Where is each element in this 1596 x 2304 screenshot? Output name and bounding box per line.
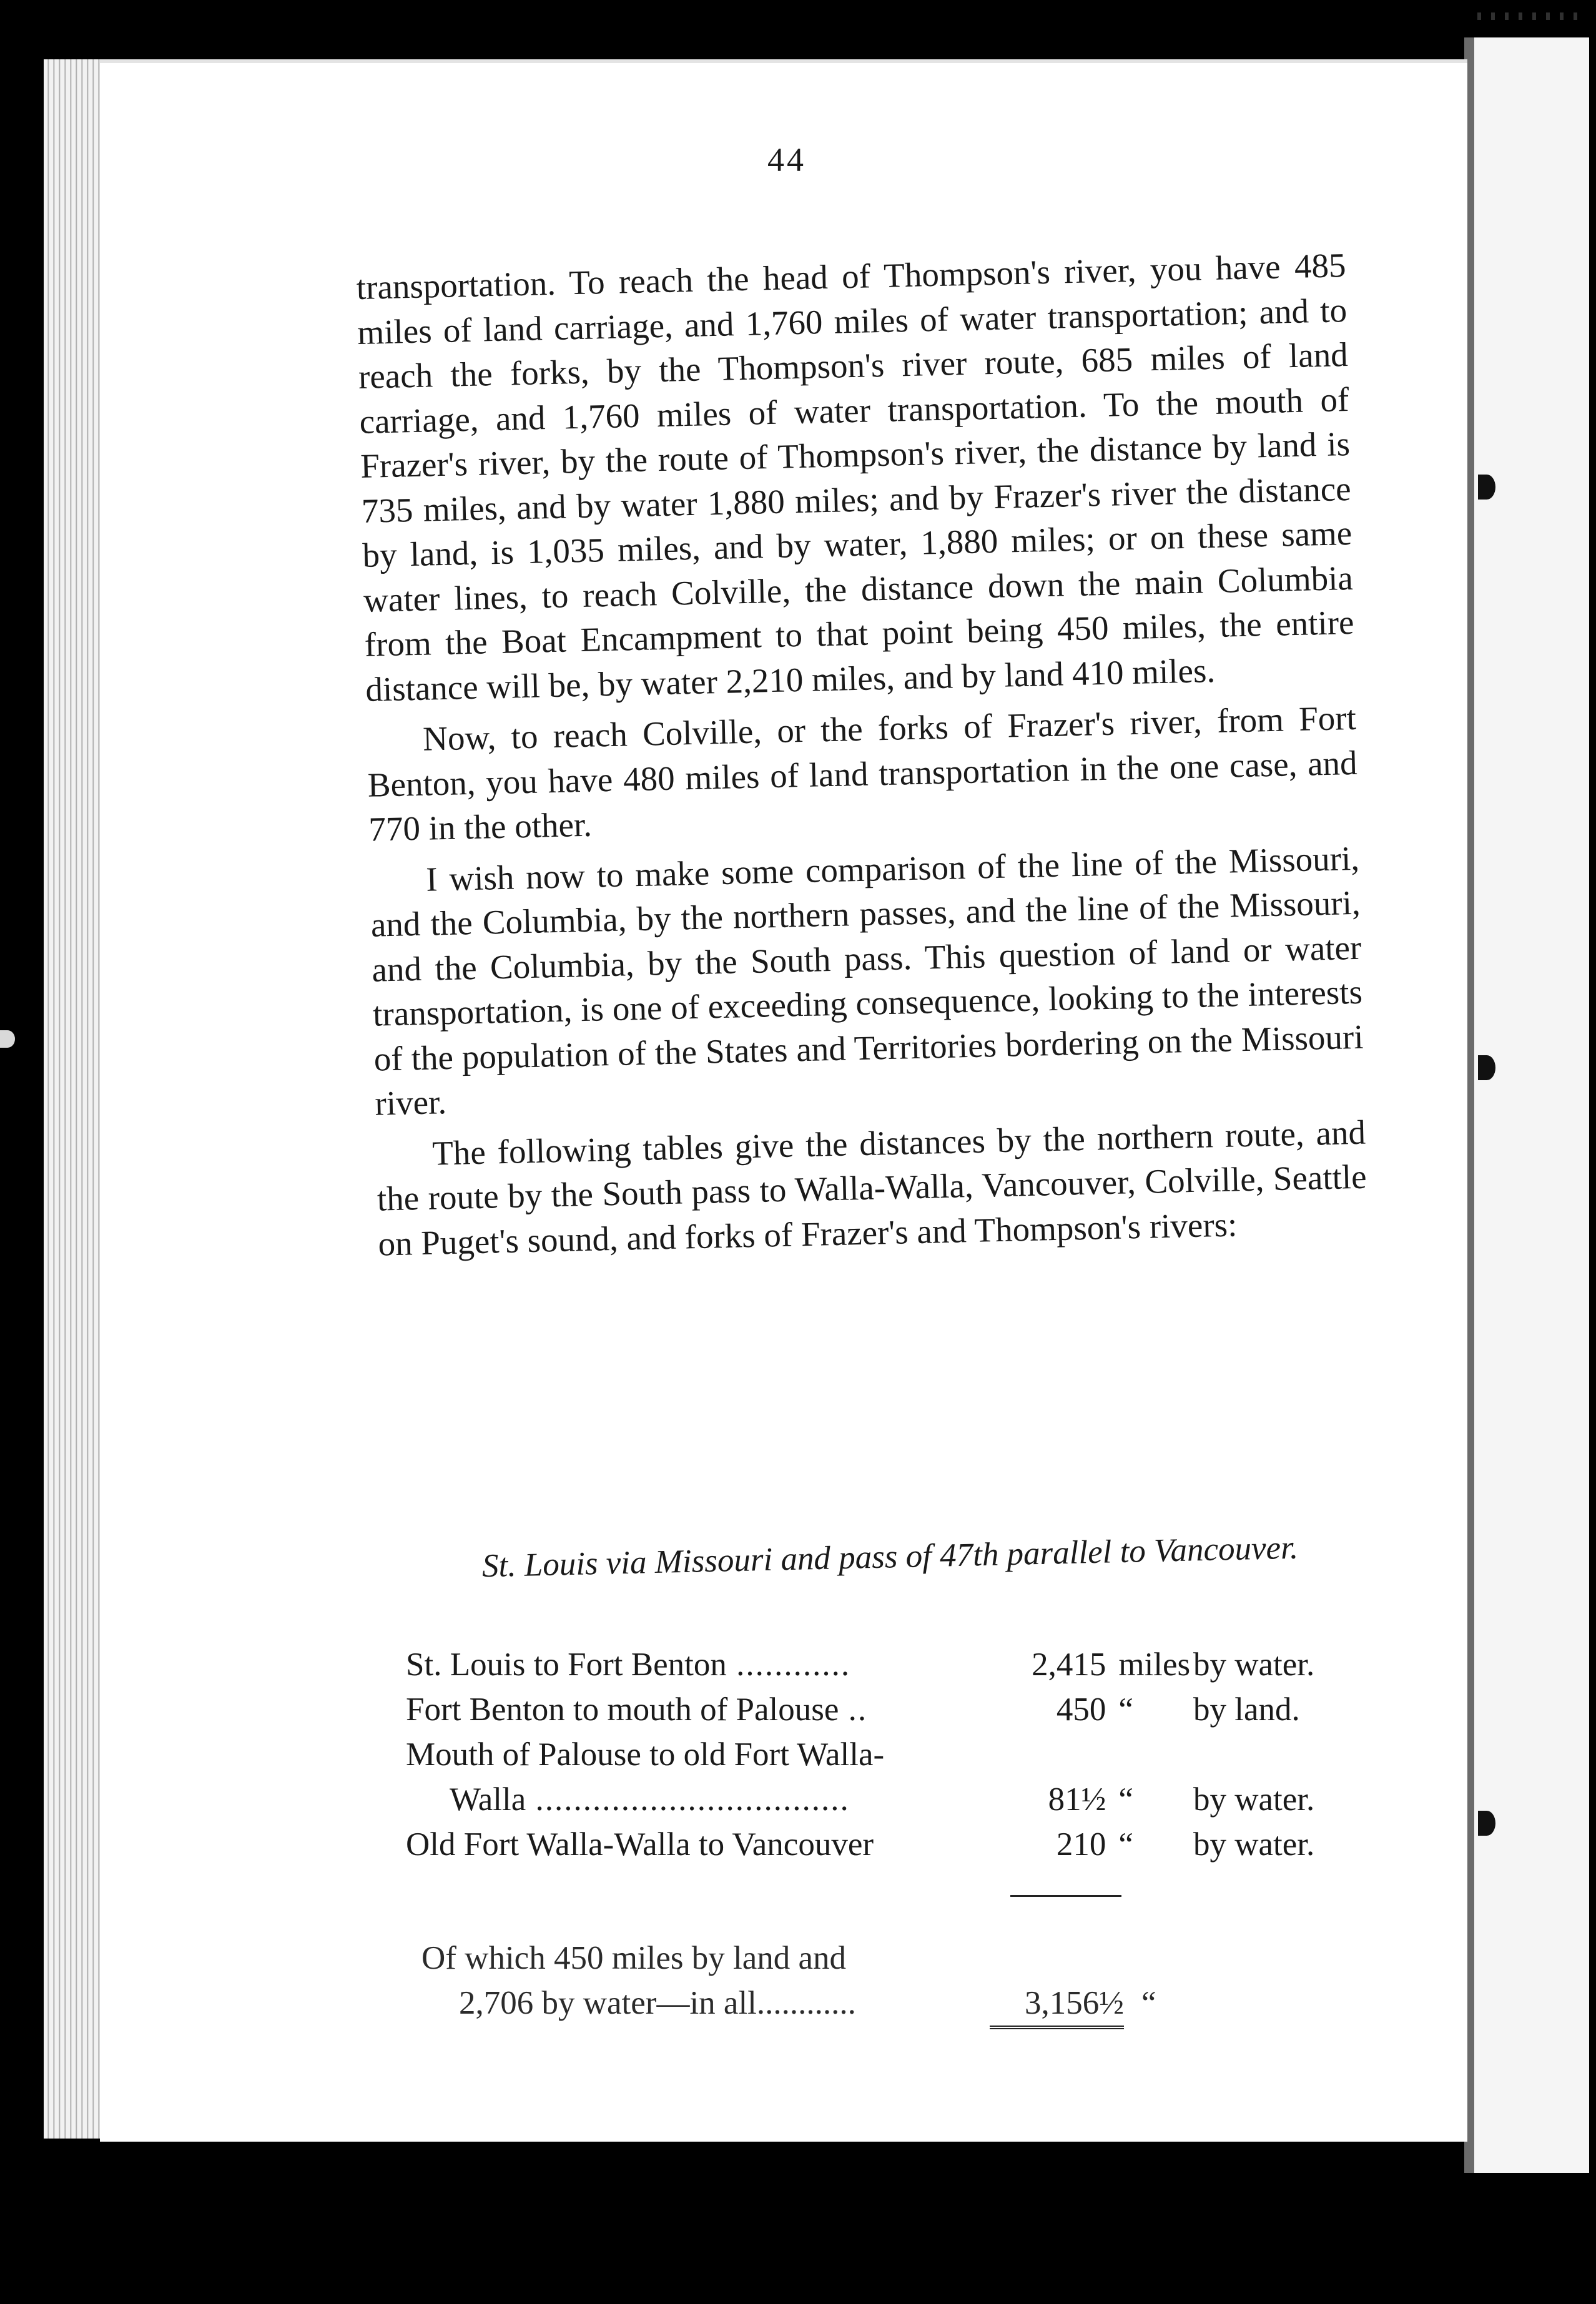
- route-label: Mouth of Palouse to old Fort Walla-: [406, 1736, 885, 1773]
- distance-value: 210: [1056, 1826, 1106, 1863]
- page-stack-edge: [44, 59, 103, 2139]
- leader-dots: .................................: [526, 1781, 850, 1818]
- leader-dots: ............: [756, 1985, 856, 2021]
- leader-dots: ............: [726, 1647, 851, 1683]
- route-label: Old Fort Walla-Walla to Vancouver: [406, 1826, 874, 1863]
- distance-value: 450: [1056, 1691, 1106, 1728]
- paragraph: Now, to reach Colville, or the forks of Frazer's river, from Fort Benton, you have 480 miles of land transportation in the one case, and 770 in the other.: [367, 698, 1358, 849]
- total-row: [421, 1936, 1421, 2029]
- travel-mode: by land.: [1193, 1691, 1300, 1728]
- body-text: [356, 243, 1368, 1273]
- distance-value: 2,415: [1032, 1647, 1106, 1683]
- paragraph: The following tables give the distances by the northern route, and the route by the South pass to Walla-Walla, Vancouver, Colville, Seattle on Puget's sound, and forks of Frazer's and Thompson's rivers:: [377, 1113, 1367, 1263]
- route-label-continued: Walla: [450, 1781, 526, 1818]
- sum-rule: [1010, 1895, 1121, 1897]
- ditto-mark: “: [1118, 1826, 1133, 1863]
- margin-mark: [0, 1030, 15, 1048]
- route-label: Fort Benton to mouth of Palouse: [406, 1691, 839, 1728]
- table-row: [406, 1687, 1380, 1732]
- distance-unit: miles: [1118, 1647, 1191, 1683]
- paragraph: I wish now to make some comparison of the line of the Missouri, and the Columbia, by the northern passes, and the line of the Missouri, and the Columbia, by the South pass. This question of land or water transportation, is one of exceeding consequence, looking to the interests of the population of the States and Territories bordering on the Missouri river.: [370, 839, 1364, 1123]
- route-label: St. Louis to Fort Benton: [406, 1647, 727, 1683]
- leader-dots: ..: [839, 1691, 868, 1728]
- table-row: [406, 1642, 1380, 1687]
- total-label-continued: 2,706 by water—in all: [459, 1985, 757, 2021]
- edge-mark: [1478, 1811, 1495, 1836]
- scan-artifact: [1477, 12, 1577, 20]
- distance-table: [406, 1642, 1380, 1867]
- edge-mark: [1478, 475, 1495, 500]
- table-row: [406, 1777, 1380, 1822]
- distance-value: 81½: [1048, 1781, 1106, 1818]
- travel-mode: by water.: [1193, 1826, 1315, 1863]
- paragraph: transportation. To reach the head of Thompson's river, you have 485 miles of land carriage, and 1,760 miles of water transportation; and to reach the forks, by the Thompson's river route, 685 miles of land carriage, and 1,760 miles of water transportation. To the mouth of Frazer's river, by the route of Thompson's river, the distance by land is 735 miles, and by water 1,880 miles; and by Frazer's river the distance by land, is 1,035 miles, and by water, 1,880 miles; or on these same water lines, to reach Colville, the distance down the main Columbia from the Boat Encampment to that point being 450 miles, the entire distance will be, by water 2,210 miles, and by land 410 miles.: [356, 246, 1355, 709]
- facing-page-edge: [1464, 37, 1589, 2173]
- edge-mark: [1478, 1055, 1495, 1080]
- total-label: Of which 450 miles by land and: [421, 1940, 847, 1976]
- table-heading: St. Louis via Missouri and pass of 47th parallel to Vancouver.: [481, 1529, 1299, 1585]
- ditto-mark: “: [1141, 1985, 1156, 2021]
- ditto-mark: “: [1118, 1691, 1133, 1728]
- ditto-mark: “: [1118, 1781, 1133, 1818]
- table-row: [406, 1822, 1380, 1867]
- page-number: 44: [767, 141, 806, 179]
- travel-mode: by water.: [1193, 1781, 1315, 1818]
- table-row: [406, 1732, 1380, 1777]
- total-value: 3,156½: [990, 1981, 1124, 2029]
- travel-mode: by water.: [1193, 1647, 1315, 1683]
